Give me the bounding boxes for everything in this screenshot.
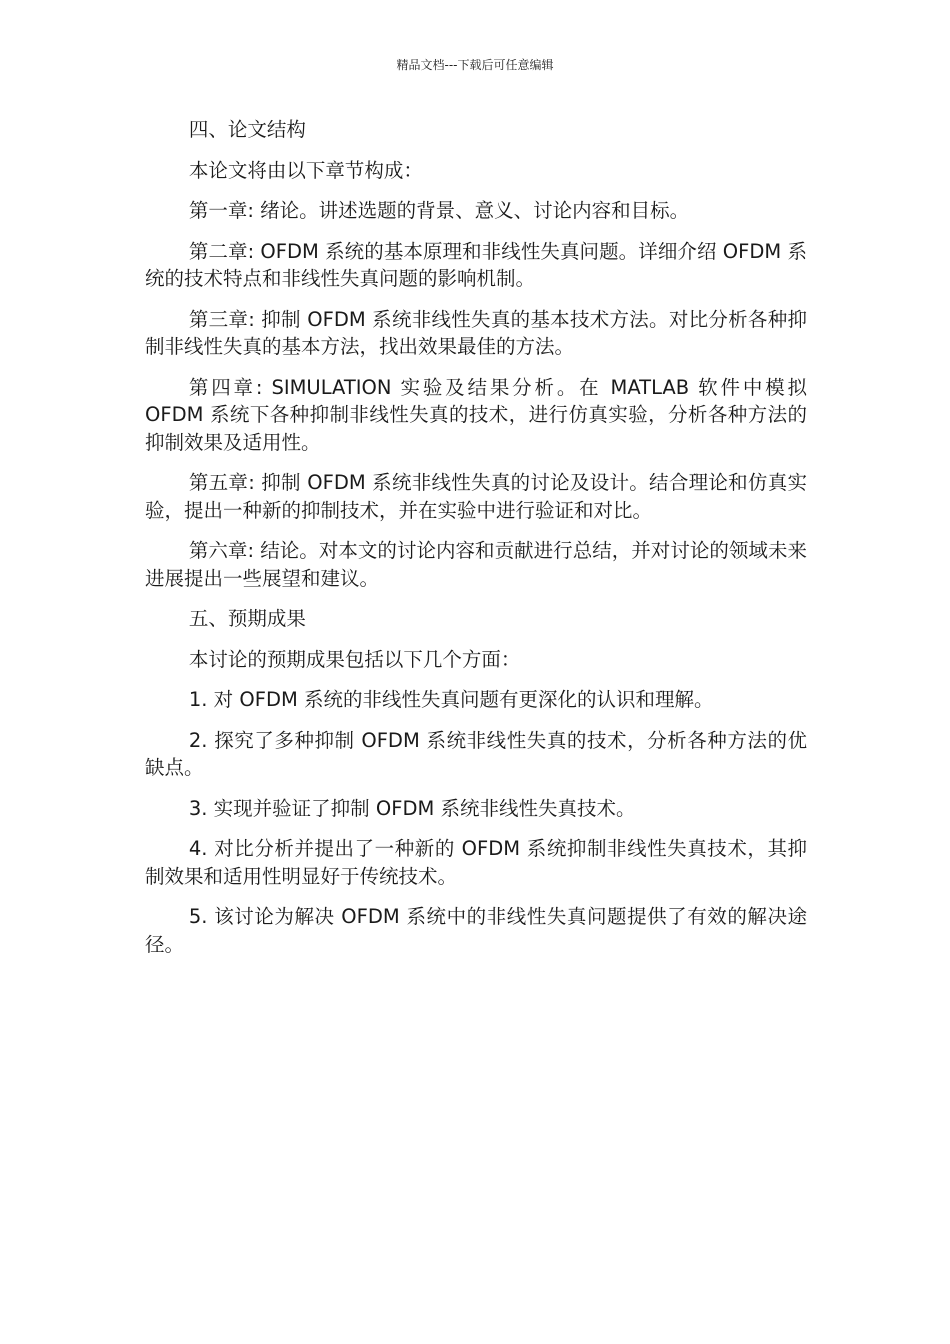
document-body [145, 116, 807, 971]
section-heading-outcomes: 五、预期成果 [188, 607, 306, 630]
list-item: 3. 实现并验证了抑制 OFDM 系统非线性失真技术。 [188, 796, 636, 820]
paragraph: 第二章: OFDM 系统的基本原理和非线性失真问题。详细介绍 OFDM 系统的技术特点和非线性失真问题的影响机制。 [145, 239, 807, 290]
paragraph: 第三章: 抑制 OFDM 系统非线性失真的基本技术方法。对比分析各种抑制非线性失真的基本方法，找出效果最佳的方法。 [145, 307, 807, 358]
paragraph: 本论文将由以下章节构成： [188, 158, 423, 182]
paragraph: 第五章: 抑制 OFDM 系统非线性失真的讨论及设计。结合理论和仿真实验，提出一种新的抑制技术，并在实验中进行验证和对比。 [145, 471, 807, 522]
list-item: 5. 该讨论为解决 OFDM 系统中的非线性失真问题提供了有效的解决途径。 [145, 905, 807, 956]
paragraph: 第一章: 绪论。讲述选题的背景、意义、讨论内容和目标。 [188, 199, 690, 222]
list-item: 4. 对比分析并提出了一种新的 OFDM 系统抑制非线性失真技术，其抑制效果和适用性明显好于传统技术。 [145, 837, 807, 888]
paragraph: 本讨论的预期成果包括以下几个方面： [188, 647, 521, 671]
paragraph: 第六章: 结论。对本文的讨论内容和贡献进行总结，并对讨论的领域未来进展提出一些展望和建议。 [145, 539, 807, 590]
list-item: 2. 探究了多种抑制 OFDM 系统非线性失真的技术，分析各种方法的优缺点。 [145, 728, 807, 779]
section-heading-structure: 四、论文结构 [188, 118, 306, 141]
list-item: 1. 对 OFDM 系统的非线性失真问题有更深化的认识和理解。 [188, 688, 714, 711]
paragraph: 第四章: SIMULATION 实验及结果分析。在 MATLAB 软件中模拟 OFDM 系统下各种抑制非线性失真的技术，进行仿真实验，分析各种方法的抑制效果及适用性。 [145, 375, 807, 454]
page-header: 精品文档---下载后可任意编辑 [396, 58, 554, 72]
